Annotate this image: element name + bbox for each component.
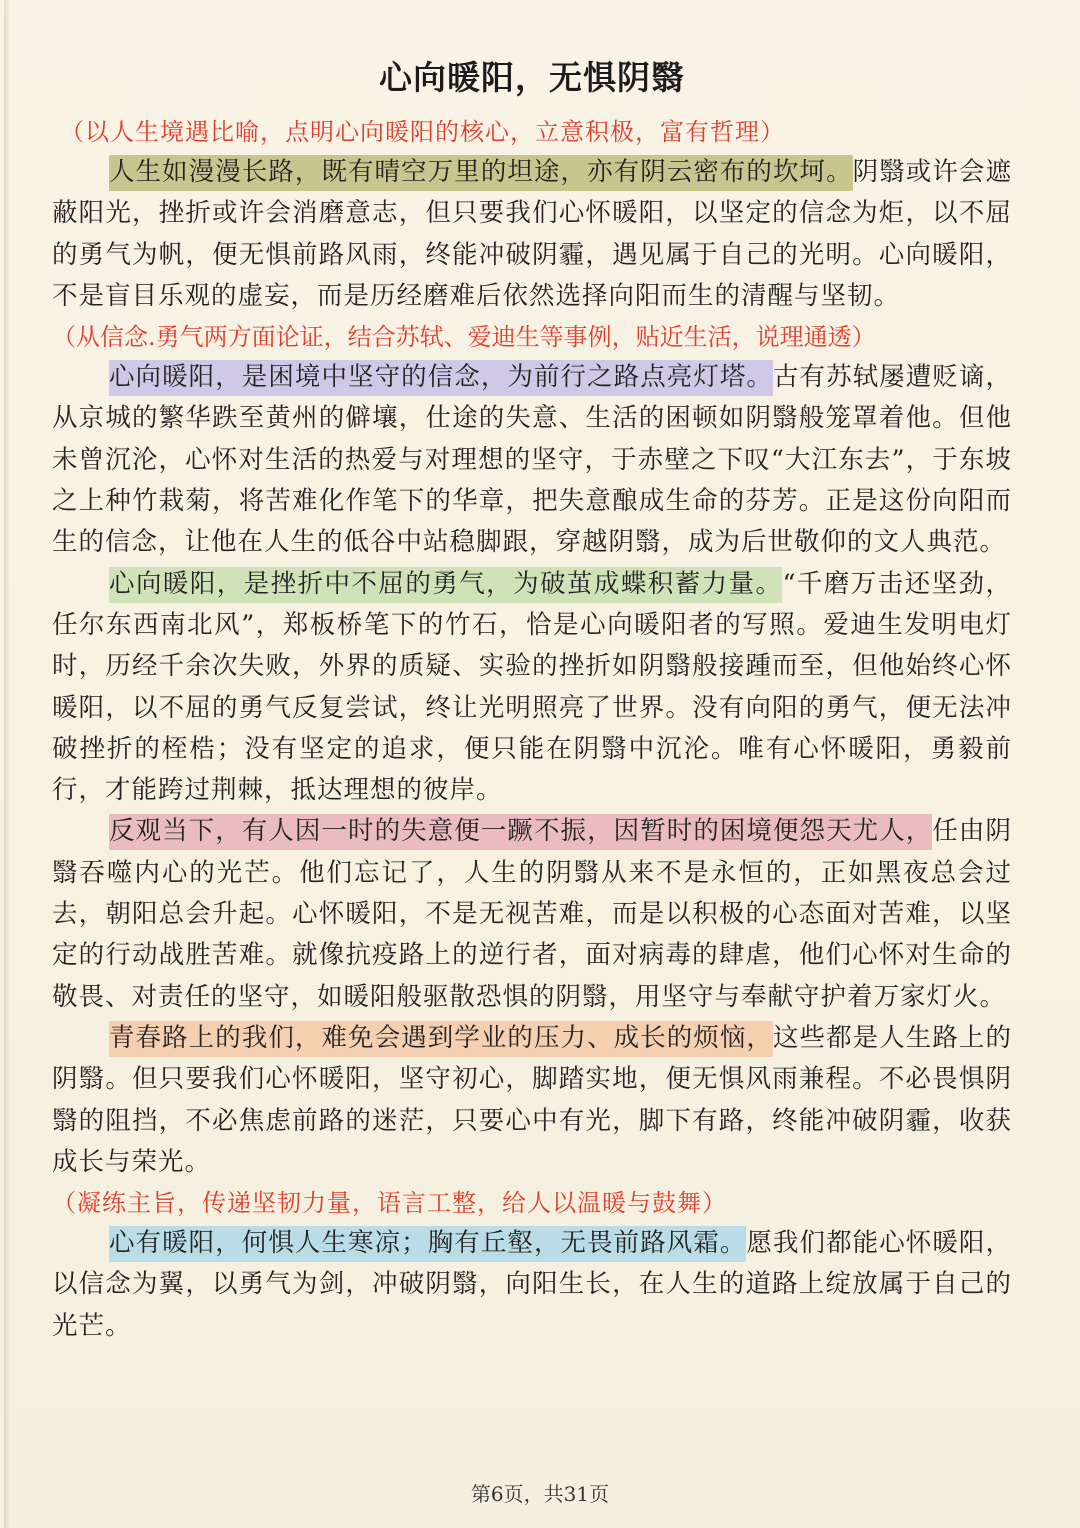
- paragraph-2-body: 古有苏轼屡遭贬谪，从京城的繁华跌至黄州的僻壤，仕途的失意、生活的困顿如阴翳般笼罩着他。但他未曾沉沦，心怀对生活的热爱与对理想的坚守，于赤壁之下叹“大江东去”，于东坡之上种竹栽菊，将苦难化作笔下的华章，把失意酿成生命的芬芳。正是这份向阳而生的信念，让他在人生的低谷中站稳脚跟，穿越阴翳，成为后世敬仰的文人典范。: [52, 362, 1012, 558]
- paragraph-5: [52, 1018, 1012, 1183]
- topic-sentence-1: 人生如漫漫长路，既有晴空万里的坦途，亦有阴云密布的坎坷。: [109, 155, 853, 191]
- topic-sentence-4: 反观当下，有人因一时的失意便一蹶不振，因暂时的困境便怨天尤人，: [109, 814, 932, 850]
- paragraph-4-body: 任由阴翳吞噬内心的光芒。他们忘记了，人生的阴翳从来不是永恒的，正如黑夜总会过去，朝阳总会升起。心怀暖阳，不是无视苦难，而是以积极的心态面对苦难，以坚定的行动战胜苦难。就像抗疫路上的逆行者，面对病毒的肆虐，他们心怀对生命的敬畏、对责任的坚守，如暖阳般驱散恐惧的阴翳，用坚守与奉献守护着万家灯火。: [52, 816, 1012, 1012]
- topic-sentence-2: 心向暖阳，是困境中坚守的信念，为前行之路点亮灯塔。: [109, 360, 773, 396]
- annotation-intro: （以人生境遇比喻，点明心向暖阳的核心，立意积极，富有哲理）: [60, 118, 785, 146]
- paragraph-6: [52, 1223, 1012, 1347]
- annotation-conclusion: （凝练主旨，传递坚韧力量，语言工整，给人以温暖与鼓舞）: [52, 1189, 727, 1218]
- paragraph-5-body: 这些都是人生路上的阴翳。但只要我们心怀暖阳，坚守初心，脚踏实地，便无惧风雨兼程。不必畏惧阴翳的阻挡，不必焦虑前路的迷茫，只要心中有光，脚下有路，终能冲破阴霾，收获成长与荣光。: [52, 1022, 1012, 1177]
- topic-sentence-5: 青春路上的我们，难免会遇到学业的压力、成长的烦恼，: [109, 1021, 773, 1057]
- annotation-argument: （从信念.勇气两方面论证，结合苏轼、爱迪生等事例，贴近生活，说理通透）: [52, 323, 876, 352]
- paragraph-4: [52, 811, 1012, 1017]
- paragraph-6-body: 愿我们都能心怀暖阳，以信念为翼，以勇气为剑，冲破阴翳，向阳生长，在人生的道路上绽放属于自己的光芒。: [52, 1228, 1012, 1341]
- topic-sentence-6: 心有暖阳，何惧人生寒凉；胸有丘壑，无畏前路风霜。: [109, 1226, 746, 1262]
- paragraph-2: [52, 357, 1012, 563]
- essay-title: 心向暖阳，无惧阴翳: [379, 58, 685, 97]
- paragraph-3-body: “千磨万击还坚劲，任尔东西南北风”，郑板桥笔下的竹石，恰是心向暖阳者的写照。爱迪生发明电灯时，历经千余次失败，外界的质疑、实验的挫折如阴翳般接踵而至，但他始终心怀暖阳，以不屈的勇气反复尝试，终让光明照亮了世界。没有向阳的勇气，便无法冲破挫折的桎梏；没有坚定的追求，便只能在阴翳中沉沦。唯有心怀暖阳，勇毅前行，才能跨过荆棘，抵达理想的彼岸。: [52, 568, 1012, 806]
- essay-body: [52, 50, 1012, 1347]
- paragraph-3: [52, 564, 1012, 812]
- paragraph-1-body: 阴翳或许会遮蔽阳光，挫折或许会消磨意志，但只要我们心怀暖阳，以坚定的信念为炬，以不屈的勇气为帆，便无惧前路风雨，终能冲破阴霾，遇见属于自己的光明。心向暖阳，不是盲目乐观的虚妄，而是历经磨难后依然选择向阳而生的清醒与坚韧。: [52, 157, 1012, 311]
- paragraph-1: [52, 152, 1012, 317]
- page-number: 第6页，共31页: [470, 1482, 610, 1506]
- topic-sentence-3: 心向暖阳，是挫折中不屈的勇气，为破茧成蝶积蓄力量。: [109, 567, 782, 603]
